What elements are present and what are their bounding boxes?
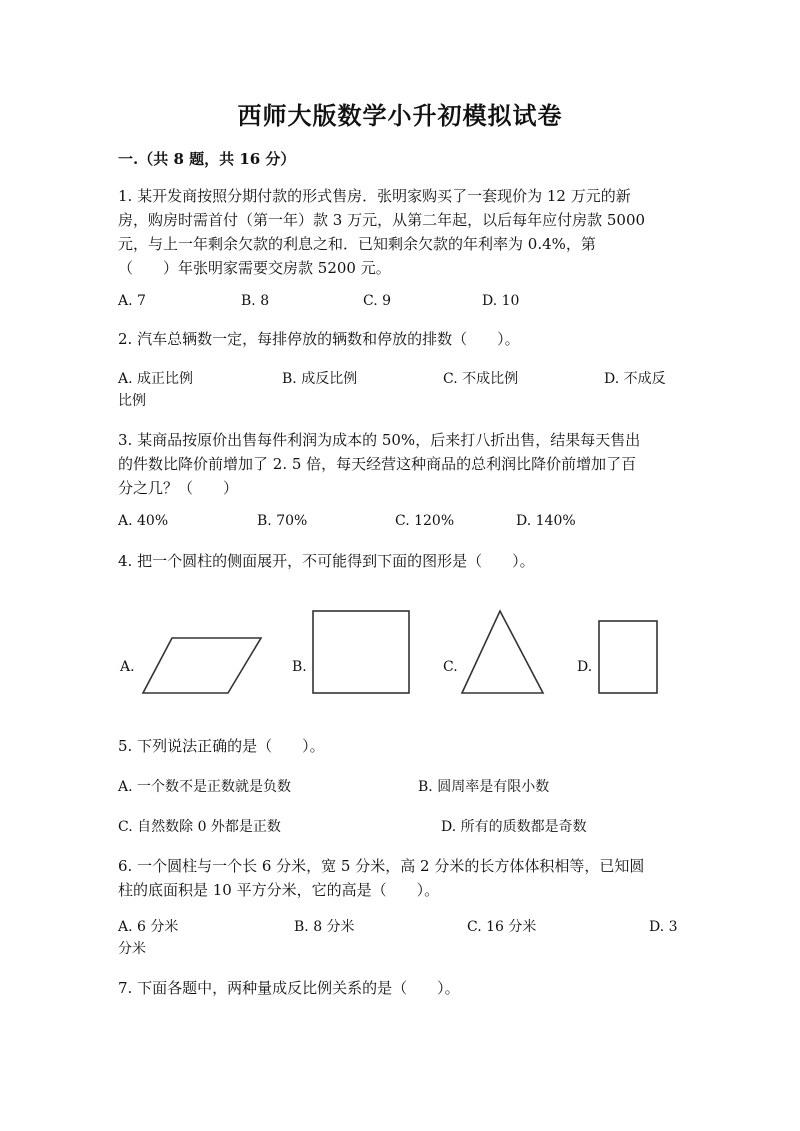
option-b[interactable]: B. 8 [241, 293, 270, 309]
question-text-line: 的件数比降价前增加了 2. 5 倍，每天经营这种商品的总利润比降价前增加了百 [118, 455, 637, 473]
option-d[interactable]: D. 不成反 [604, 371, 666, 387]
square-shape[interactable] [311, 609, 411, 695]
option-d[interactable]: D. 3 [649, 919, 678, 935]
option-c[interactable]: C. 9 [363, 293, 392, 309]
question-text-line: 1. 某开发商按照分期付款的形式售房．张明家购买了一套现价为 12 万元的新 [118, 187, 631, 205]
question-text-line: 分之几？（ ） [118, 479, 239, 497]
option-c[interactable]: C. 自然数除 0 外都是正数 [118, 819, 281, 835]
question-text-line: 3. 某商品按原价出售每件利润为成本的 50%，后来打八折出售，结果每天售出 [118, 431, 641, 449]
shape-option-b-label[interactable]: B. [292, 659, 307, 675]
question-text-line: 2. 汽车总辆数一定，每排停放的辆数和停放的排数（ ）。 [118, 330, 520, 348]
triangle-shape[interactable] [460, 609, 546, 695]
option-d-wrap: 比例 [118, 393, 146, 409]
shape-option-d-label[interactable]: D. [577, 659, 593, 675]
shape-option-a-label[interactable]: A. [120, 659, 135, 675]
option-c[interactable]: C. 16 分米 [467, 919, 537, 935]
option-a[interactable]: A. 7 [118, 293, 146, 309]
question-text-line: （ ）年张明家需要交房款 5200 元。 [118, 259, 391, 277]
shape-option-c-label[interactable]: C. [443, 659, 458, 675]
option-b[interactable]: B. 8 分米 [294, 919, 355, 935]
question-text-line: 7. 下面各题中，两种量成反比例关系的是（ ）。 [118, 979, 460, 997]
option-b[interactable]: B. 70% [257, 513, 308, 529]
rectangle-shape[interactable] [597, 619, 659, 695]
option-a[interactable]: A. 40% [118, 513, 169, 529]
option-b[interactable]: B. 成反比例 [282, 371, 358, 387]
option-d[interactable]: D. 所有的质数都是奇数 [441, 819, 587, 835]
option-b[interactable]: B. 圆周率是有限小数 [418, 779, 550, 795]
question-text-line: 房，购房时需首付（第一年）款 3 万元，从第二年起，以后每年应付房款 5000 [118, 211, 646, 229]
question-text-line: 4. 把一个圆柱的侧面展开，不可能得到下面的图形是（ ）。 [118, 552, 535, 570]
question-text-line: 6. 一个圆柱与一个长 6 分米，宽 5 分米，高 2 分米的长方体体积相等，已知圆 [118, 857, 645, 875]
parallelogram-shape[interactable] [140, 636, 262, 696]
option-d[interactable]: D. 140% [516, 513, 576, 529]
question-text-line: 5. 下列说法正确的是（ ）。 [118, 737, 325, 755]
option-c[interactable]: C. 不成比例 [443, 371, 519, 387]
question-text-line: 柱的底面积是 10 平方分米，它的高是（ ）。 [118, 881, 440, 899]
section-heading: 一.（共 8 题，共 16 分） [118, 150, 296, 168]
option-d[interactable]: D. 10 [482, 293, 520, 309]
option-c[interactable]: C. 120% [395, 513, 455, 529]
exam-title: 西师大版数学小升初模拟试卷 [237, 101, 563, 130]
question-text-line: 元，与上一年剩余欠款的利息之和．已知剩余欠款的年利率为 0.4%，第 [118, 235, 596, 253]
option-a[interactable]: A. 6 分米 [118, 919, 179, 935]
option-a[interactable]: A. 成正比例 [118, 371, 194, 387]
option-a[interactable]: A. 一个数不是正数就是负数 [118, 779, 292, 795]
option-d-wrap: 分米 [118, 941, 146, 957]
